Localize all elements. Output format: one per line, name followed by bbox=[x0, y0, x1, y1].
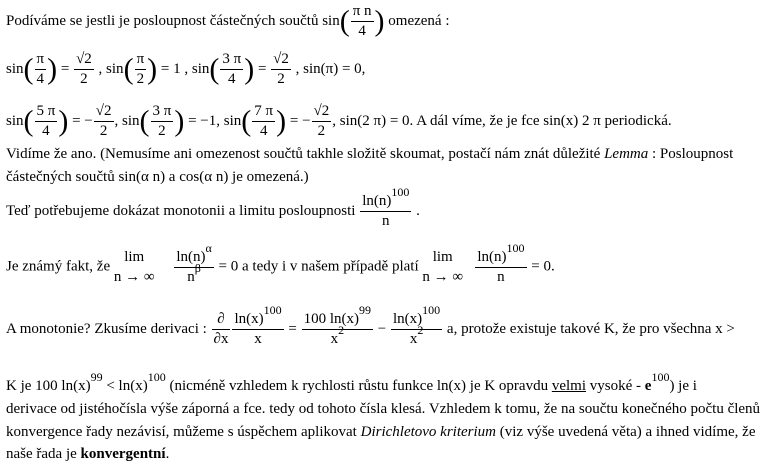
derivative-line: A monotonie? Zkusíme derivaci : $\frac{\partial}{\partial x}$ $\frac{\ln(x)^{100}}{x}$ = $\frac{100 \ln(x)^{99}}{x^2}$ − $\frac{\ln(x)^{100}}{x^2}$ a, protože existuje takové K, že pro všechna x > bbox=[6, 303, 735, 347]
fraction: $\frac{5 \pi}{4}$ bbox=[36, 103, 56, 139]
limit-expression: lim n → ∞ bbox=[422, 249, 464, 285]
intro-text-end: omezená : bbox=[384, 12, 450, 29]
fraction: $\frac{7 \pi}{4}$ bbox=[254, 103, 274, 139]
lemma-term: Lemma bbox=[604, 146, 649, 162]
emphasis-velmi: velmi bbox=[551, 378, 587, 394]
fraction-ln-alpha-over-n-beta: $\frac{\ln(n)^\alpha}{n^\beta}$ bbox=[176, 240, 212, 285]
inequality-line: K je 100 $\ln(x)^{99} < \ln(x)^{100}$ (nicméně vzhledem k rychlosti růstu funkce ln(x) je K opravdu velmi vysoké - $e^{100}$) je i bbox=[6, 370, 697, 394]
fraction: $\frac{√2}{2}$ bbox=[313, 103, 330, 139]
intro-text: Podíváme se jestli je posloupnost částečných součtů sin bbox=[6, 12, 340, 29]
fraction-100-ln-x-99-over-x2: $\frac{100 \ln(x)^{99}}{x^2}$ bbox=[303, 303, 372, 347]
fraction-ln-x-100-over-x: $\frac{\ln(x)^{100}}{x}$ bbox=[234, 303, 282, 347]
partial-derivative-operator: $\frac{\partial}{\partial x}$ bbox=[213, 311, 229, 347]
fraction-ln-n-100-over-n: $\frac{\ln(n)^{100}}{n}$ bbox=[477, 240, 525, 285]
fraction: $\frac{3 \pi}{2}$ bbox=[152, 103, 172, 139]
result-convergent: konvergentní bbox=[80, 446, 166, 462]
monotony-intro-line: Teď potřebujeme dokázat monotonii a limitu posloupnosti $\frac{\ln(n)^{100}}{n}$ . bbox=[6, 185, 420, 229]
sine-values-line-1: sin( $\frac{\pi}{4}$ ) = $\frac{√2}{2}$ , sin( $\frac{\pi}{2}$ ) = 1 , sin( $\frac{3 \pi}{4}$ ) = $\frac{√2}{2}$ , sin(π) = 0, bbox=[6, 51, 366, 87]
limit-expression: lim n → ∞ bbox=[113, 249, 155, 285]
conclusion-line-2: konvergence řady nezávisí, můžeme s úspěchem aplikovat Dirichletovo kriterium (viz výše uvedená věta) a ihned vidíme, že bbox=[6, 424, 756, 440]
fraction: $\frac{√2}{2}$ bbox=[273, 51, 289, 87]
conclusion-line-1: derivace od jistéhočísla výše záporná a fce. tedy od tohoto čísla klesá. Vzhledem k tomu, že na součtu konečného počtu členů bbox=[6, 401, 761, 417]
intro-line: Podíváme se jestli je posloupnost částečných součtů sin( $\frac{\text{π n}}{4}$ ) omezená : bbox=[6, 3, 450, 39]
sine-values-line-2: sin( $\frac{5 \pi}{4}$ ) = − $\frac{√2}{2}$ , sin( $\frac{3 \pi}{2}$ ) = −1, sin( $\frac{7 \pi}{4}$ ) = − $\frac{√2}{2}$ , sin(2 π) = 0. A dál víme, že je fce sin(x) 2 π periodická. bbox=[6, 103, 672, 139]
fraction-pi-n-over-4: $\frac{\text{π n}}{4}$ bbox=[352, 3, 372, 39]
fraction-ln-x-100-over-x2: $\frac{\ln(x)^{100}}{x^2}$ bbox=[393, 303, 441, 347]
dirichlet-criterion: Dirichletovo kriterium bbox=[360, 424, 496, 440]
lemma-line: Vidíme že ano. (Nemusíme ani omezenost součtů takhle složitě skoumat, postačí nám znát důležité Lemma : Posloupnost bbox=[6, 146, 734, 162]
fraction: $\frac{3 \pi}{4}$ bbox=[222, 51, 242, 87]
fraction: $\frac{√2}{2}$ bbox=[76, 51, 92, 87]
limit-fact-line: Je známý fakt, že lim n → ∞ $\frac{\ln(n)^\alpha}{n^\beta}$ = 0 a tedy i v našem případě platí lim n → ∞ $\frac{\ln(n)^{100}}{n}$ = 0. bbox=[6, 240, 555, 285]
fraction: $\frac{\pi}{2}$ bbox=[136, 51, 145, 87]
fraction: $\frac{\pi}{4}$ bbox=[36, 51, 45, 87]
fraction: $\frac{√2}{2}$ bbox=[95, 103, 112, 139]
fraction-ln-n-100-over-n: $\frac{\ln(n)^{100}}{n}$ bbox=[362, 185, 410, 229]
lemma-statement: částečných součtů sin(α n) a cos(α n) je omezená.) bbox=[6, 169, 309, 185]
conclusion-line-3: naše řada je konvergentní. bbox=[6, 446, 170, 462]
